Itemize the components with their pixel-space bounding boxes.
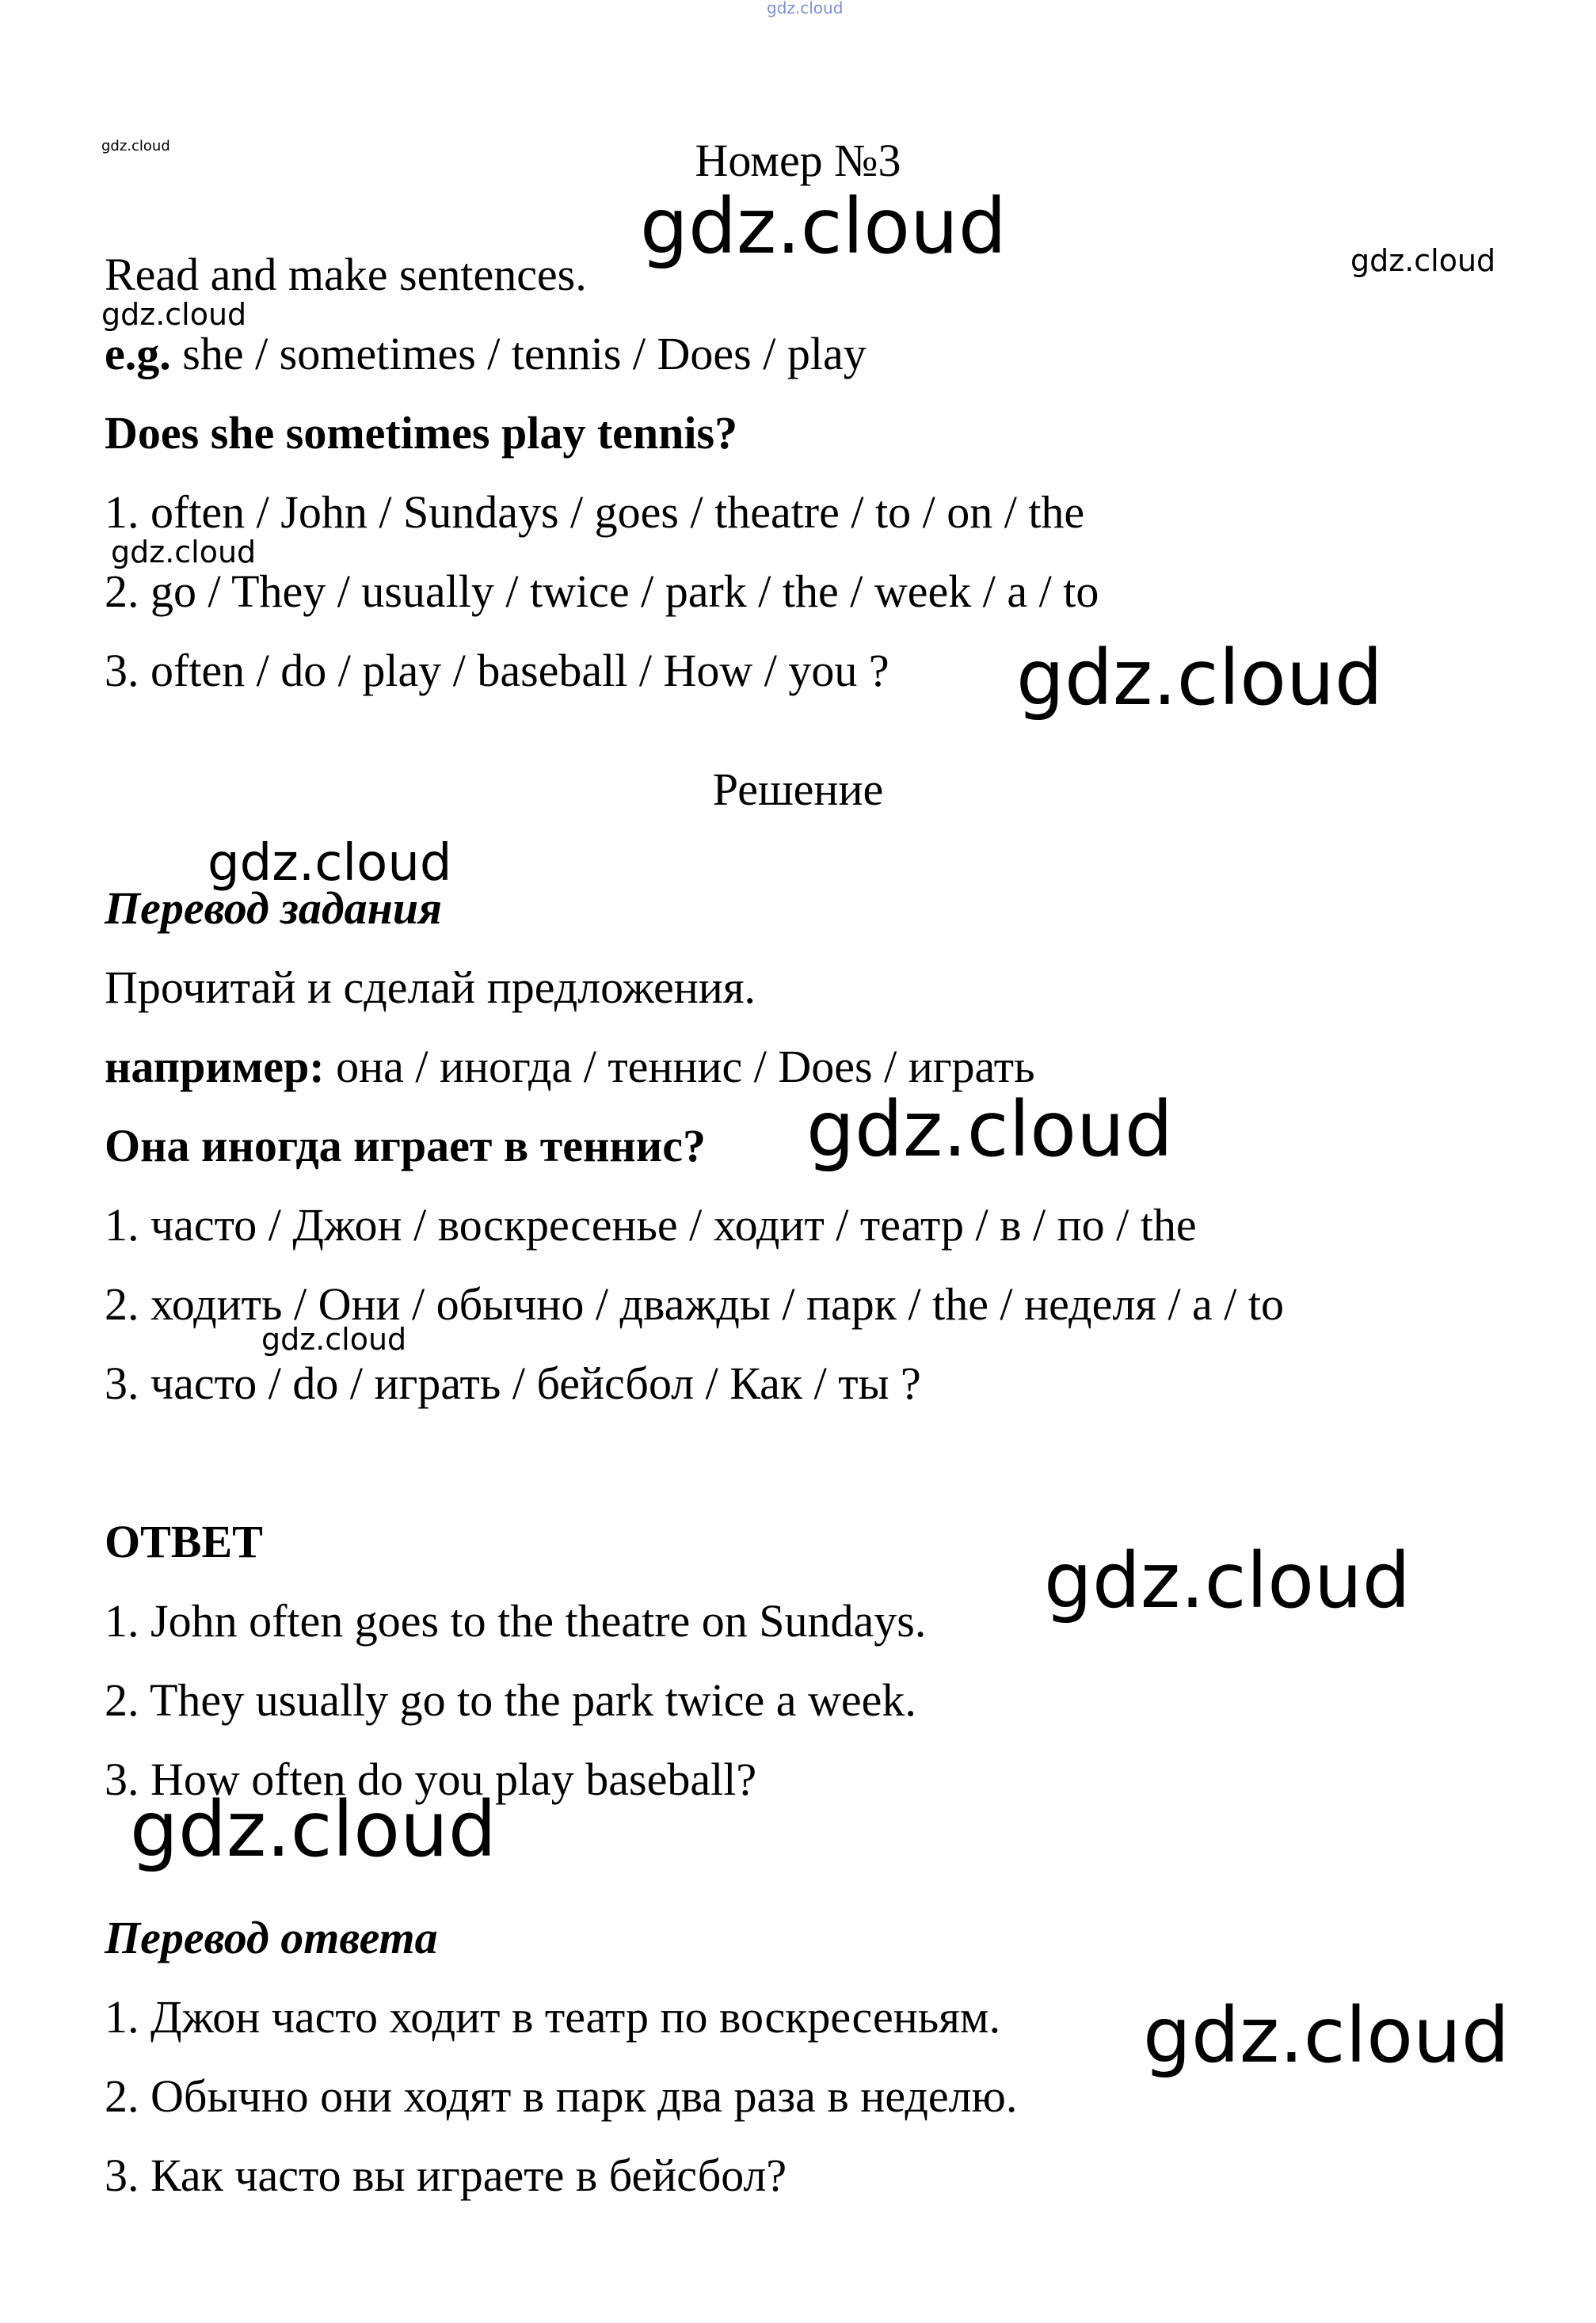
answer-item-3: 3. How often do you play baseball?: [105, 1754, 757, 1805]
translation-example-label: например:: [105, 1041, 325, 1092]
answer-item-1: 1. John often goes to the theatre on Sundays.: [105, 1595, 927, 1647]
task-example-answer: Does she sometimes play tennis?: [105, 407, 738, 459]
translation-example-words: она / иногда / теннис / Does / играть: [324, 1041, 1035, 1092]
watermark: gdz.cloud: [767, 0, 844, 17]
example-words: she / sometimes / tennis / Does / play: [170, 328, 867, 379]
watermark: gdz.cloud: [101, 297, 247, 332]
answer-translation-item-2: 2. Обычно они ходят в парк два раза в неделю.: [105, 2070, 1018, 2122]
answer-item-2: 2. They usually go to the park twice a week.: [105, 1674, 916, 1726]
watermark: gdz.cloud: [640, 182, 1007, 271]
watermark: gdz.cloud: [261, 1322, 407, 1357]
watermark: gdz.cloud: [1016, 634, 1383, 722]
translation-item-1: 1. часто / Джон / воскресенье / ходит / театр / в / по / the: [105, 1199, 1197, 1251]
watermark: gdz.cloud: [806, 1085, 1173, 1174]
task-example: [105, 326, 867, 382]
translation-example-answer: Она иногда играет в теннис?: [105, 1120, 706, 1171]
watermark: gdz.cloud: [130, 1785, 497, 1874]
translation-instruction: Прочитай и сделай предложения.: [105, 962, 756, 1013]
watermark: gdz.cloud: [1143, 1991, 1510, 2080]
answer-translation-item-3: 3. Как часто вы играете в бейсбол?: [105, 2150, 787, 2201]
watermark: gdz.cloud: [101, 138, 170, 154]
watermark: gdz.cloud: [208, 834, 452, 893]
answer-translation-item-1: 1. Джон часто ходит в театр по воскресеньям.: [105, 1991, 1001, 2043]
solution-heading: Решение: [712, 764, 884, 815]
example-label: e.g.: [105, 328, 171, 379]
page-title: Номер №3: [695, 135, 901, 186]
translation-item-2: 2. ходить / Они / обычно / дважды / парк / the / неделя / a / to: [105, 1278, 1285, 1330]
answer-heading: ОТВЕТ: [105, 1516, 263, 1567]
task-item-2: 2. go / They / usually / twice / park / the / week / a / to: [105, 566, 1099, 617]
watermark: gdz.cloud: [111, 535, 257, 569]
task-instruction: Read and make sentences.: [105, 249, 587, 300]
answer-translation-heading: Перевод ответа: [105, 1912, 438, 1963]
watermark: gdz.cloud: [1350, 243, 1496, 278]
task-item-3: 3. often / do / play / baseball / How / you ?: [105, 645, 889, 696]
watermark: gdz.cloud: [1044, 1537, 1411, 1625]
translation-item-3: 3. часто / do / играть / бейсбол / Как / ты ?: [105, 1358, 921, 1409]
task-item-1: 1. often / John / Sundays / goes / theatre / to / on / the: [105, 486, 1085, 538]
translation-heading: Перевод задания: [105, 882, 442, 934]
